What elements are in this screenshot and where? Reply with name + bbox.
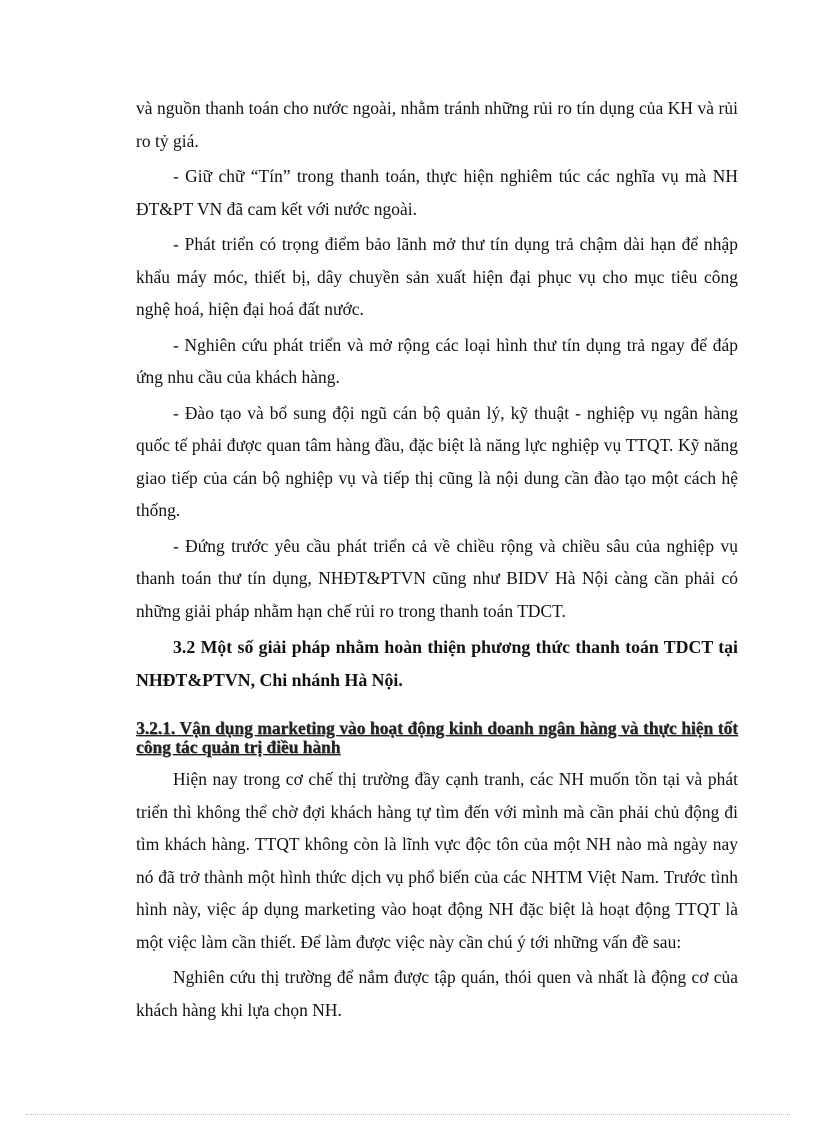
paragraph-bullet-trust: - Giữ chữ “Tín” trong thanh toán, thực hiện nghiêm túc các nghĩa vụ mà NH ĐT&PT VN đã cam kết với nước ngoài.	[136, 166, 738, 219]
paragraph-bullet-guarantee: - Phát triển có trọng điểm bảo lãnh mở thư tín dụng trả chậm dài hạn để nhập khẩu máy móc, thiết bị, dây chuyền sản xuất hiện đại phục vụ cho mục tiêu công nghệ hoá, hiện đại hoá đất nước.	[136, 234, 738, 319]
paragraph-marketing: Hiện nay trong cơ chế thị trường đầy cạnh tranh, các NH muốn tồn tại và phát triển thì không thể chờ đợi khách hàng tự tìm đến với mình mà cần phải chủ động đi tìm khách hàng. TTQT không còn là lĩnh vực độc tôn của một NH nào mà ngày nay nó đã trở thành một hình thức dịch vụ phổ biến của các NHTM Việt Nam. Trước tình hình này, việc áp dụng marketing vào hoạt động NH đặc biệt là hoạt động TTQT là một việc làm cần thiết. Để làm được việc này cần chú ý tới những vấn đề sau:	[136, 769, 738, 952]
subsection-heading: 3.2.1. Vận dụng marketing vào hoạt động kinh doanh ngân hàng và thực hiện tốt công tác quản trị điều hành	[136, 718, 738, 757]
page-content	[136, 92, 738, 1029]
footer-divider	[26, 1114, 790, 1115]
paragraph-bullet-risk: - Đứng trước yêu cầu phát triển cả về chiều rộng và chiều sâu của nghiệp vụ thanh toán thư tín dụng, NHĐT&PTVN cũng như BIDV Hà Nội càng cần phải có những giải pháp nhằm hạn chế rủi ro trong thanh toán TDCT.	[136, 535, 738, 621]
paragraph-bullet-research: - Nghiên cứu phát triển và mở rộng các loại hình thư tín dụng trả ngay để đáp ứng nhu cầu của khách hàng.	[136, 334, 738, 387]
section-heading: 3.2 Một số giải pháp nhằm hoàn thiện phương thức thanh toán TDCT tại NHĐT&PTVN, Chi nhánh Hà Nội.	[136, 637, 738, 690]
paragraph-continuation: và nguồn thanh toán cho nước ngoài, nhằm tránh những rủi ro tín dụng của KH và rủi ro tỷ giá.	[136, 98, 738, 151]
paragraph-bullet-training: - Đào tạo và bổ sung đội ngũ cán bộ quản lý, kỹ thuật - nghiệp vụ ngân hàng quốc tế phải được quan tâm hàng đầu, đặc biệt là năng lực nghiệp vụ TTQT. Kỹ năng giao tiếp của cán bộ nghiệp vụ và tiếp thị cũng là nội dung cần đào tạo một cách hệ thống.	[136, 402, 738, 520]
paragraph-market-research: Nghiên cứu thị trường để nắm được tập quán, thói quen và nhất là động cơ của khách hàng khi lựa chọn NH.	[136, 967, 738, 1020]
